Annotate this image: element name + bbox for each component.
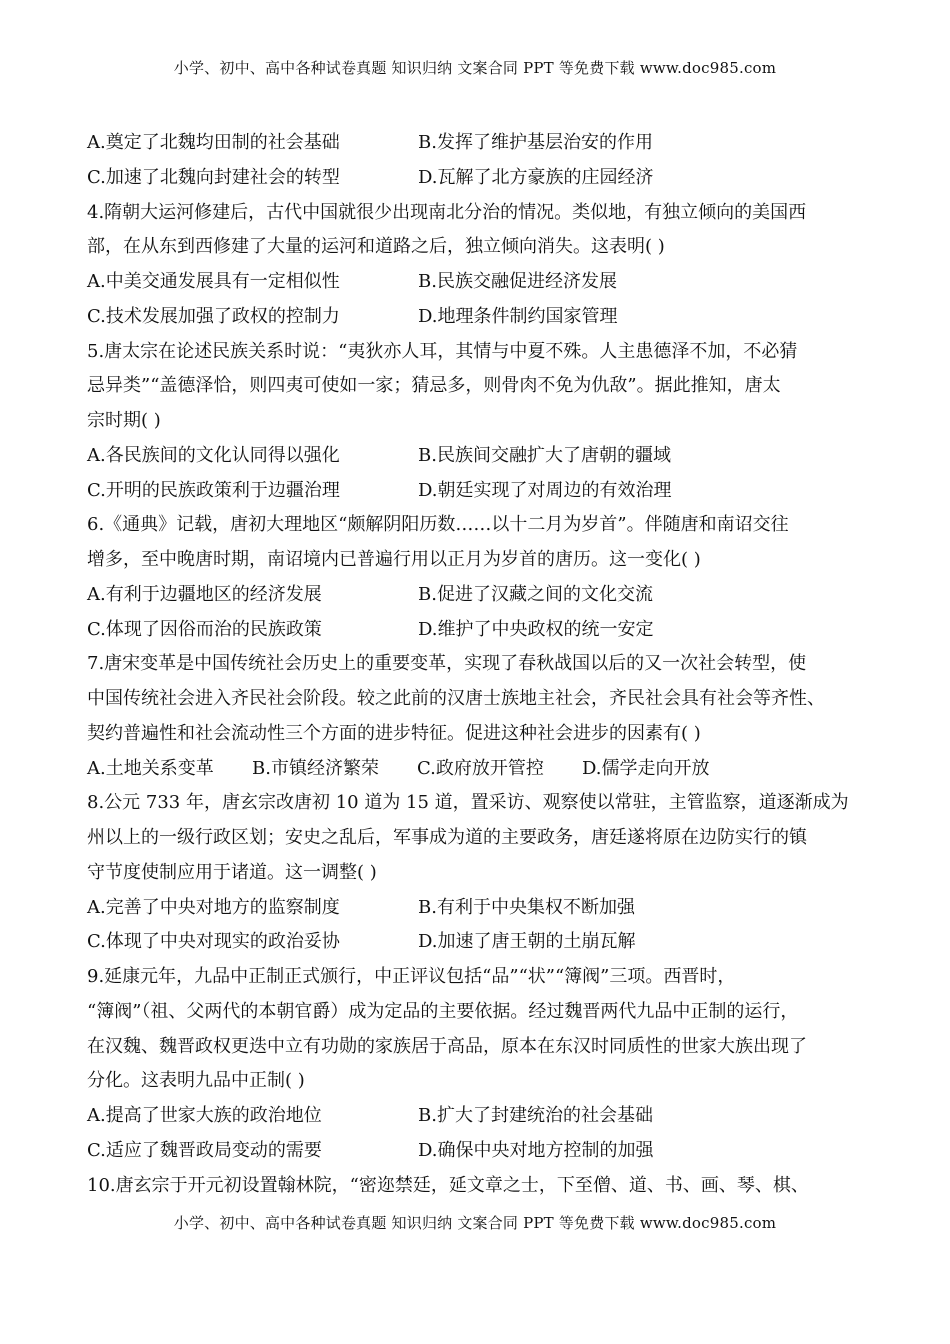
- q3-options-row-2: [87, 161, 867, 196]
- q8-option-d: D.加速了唐王朝的土崩瓦解: [418, 931, 636, 953]
- q9-options-row-2: [87, 1134, 867, 1169]
- q8-options-row-2: [87, 925, 867, 960]
- q3-option-c: C.加速了北魏向封建社会的转型: [87, 166, 340, 188]
- q9-option-b: B.扩大了封建统治的社会基础: [418, 1105, 653, 1126]
- q8-option-a: A.完善了中央对地方的监察制度: [87, 896, 340, 918]
- q9-stem-line-2: “簿阀”（祖、父两代的本朝官爵）成为定品的主要依据。经过魏晋两代九品中正制的运行，: [87, 1000, 799, 1022]
- q7-option-d: D.儒学走向开放: [582, 757, 710, 779]
- q6-option-a: A.有利于边疆地区的经济发展: [87, 583, 322, 605]
- q7-option-c: C.政府放开管控: [417, 757, 544, 779]
- q4-option-d: D.地理条件制约国家管理: [418, 305, 618, 327]
- q4-option-c: C.技术发展加强了政权的控制力: [87, 305, 340, 327]
- q9-option-d: D.确保中央对地方控制的加强: [418, 1139, 654, 1161]
- q8-option-c: C.体现了中央对现实的政治妥协: [87, 931, 340, 953]
- q3-option-b: B.发挥了维护基层治安的作用: [418, 132, 653, 153]
- q7-option-a: A.土地关系变革: [87, 757, 214, 779]
- q5-stem-line-3: 宗时期( ): [87, 410, 161, 431]
- q5-stem-line-2: 忌异类”“盖德泽恰，则四夷可使如一家；猜忌多，则骨肉不免为仇敌”。据此推知，唐太: [87, 375, 781, 397]
- q6-stem-line-1: 6.《通典》记载，唐初大理地区“颇解阴阳历数……以十二月为岁首”。伴随唐和南诏交往: [87, 514, 789, 536]
- q6-options-row-1: [87, 578, 867, 613]
- q8-stem-line-2: 州以上的一级行政区划；安史之乱后，军事成为道的主要政务，唐廷遂将原在边防实行的镇: [87, 827, 807, 848]
- page-header: 小学、初中、高中各种试卷真题 知识归纳 文案合同 PPT 等免费下载 www.doc985.com: [173, 59, 777, 77]
- q6-option-b: B.促进了汉藏之间的文化交流: [418, 583, 653, 605]
- q4-options-row-2: [87, 300, 867, 335]
- q9-option-c: C.适应了魏晋政局变动的需要: [87, 1139, 322, 1161]
- exam-content: [87, 126, 867, 1203]
- q4-options-row-1: [87, 265, 867, 300]
- q7-stem-line-1: 7.唐宋变革是中国传统社会历史上的重要变革，实现了春秋战国以后的又一次社会转型，使: [87, 653, 807, 675]
- q5-options-row-2: [87, 474, 867, 509]
- q9-option-a: A.提高了世家大族的政治地位: [87, 1105, 322, 1126]
- q4-option-a: A.中美交通发展具有一定相似性: [87, 271, 340, 292]
- q4-stem-line-2: 部，在从东到西修建了大量的运河和道路之后，独立倾向消失。这表明( ): [87, 236, 665, 258]
- q6-option-c: C.体现了因俗而治的民族政策: [87, 618, 322, 640]
- q5-option-b: B.民族间交融扩大了唐朝的疆域: [418, 444, 671, 466]
- q5-option-d: D.朝廷实现了对周边的有效治理: [418, 479, 672, 501]
- q7-option-b: B.市镇经济繁荣: [252, 757, 379, 779]
- q9-options-row-1: [87, 1099, 867, 1134]
- page-footer: 小学、初中、高中各种试卷真题 知识归纳 文案合同 PPT 等免费下载 www.doc985.com: [173, 1214, 777, 1232]
- q7-stem-line-2: 中国传统社会进入齐民社会阶段。较之此前的汉唐士族地主社会，齐民社会具有社会等齐性、: [87, 688, 825, 709]
- q4-stem-line-1: 4.隋朝大运河修建后，古代中国就很少出现南北分治的情况。类似地，有独立倾向的美国西: [87, 201, 807, 223]
- q6-option-d: D.维护了中央政权的统一安定: [418, 618, 654, 640]
- q7-options-row: [87, 752, 867, 787]
- q8-options-row-1: [87, 891, 867, 926]
- q8-stem-line-3: 守节度使制应用于诸道。这一调整( ): [87, 861, 377, 883]
- q9-stem-line-1: 9.延康元年，九品中正制正式颁行，中正评议包括“品”“状”“簿阀”三项。西晋时，: [87, 966, 736, 987]
- q3-option-a: A.奠定了北魏均田制的社会基础: [87, 132, 340, 153]
- q5-option-a: A.各民族间的文化认同得以强化: [87, 444, 340, 466]
- q5-stem-line-1: 5.唐太宗在论述民族关系时说：“夷狄亦人耳，其情与中夏不殊。人主患德泽不加，不必猜: [87, 340, 798, 362]
- q10-stem-line-1: 10.唐玄宗于开元初设置翰林院，“密迩禁廷，延文章之士，下至僧、道、书、画、琴、棋、: [87, 1174, 809, 1196]
- q8-stem-line-1: 8.公元 733 年，唐玄宗改唐初 10 道为 15 道，置采访、观察使以常驻，主管监察，道逐渐成为: [87, 792, 849, 814]
- q5-options-row-1: [87, 439, 867, 474]
- q9-stem-line-3: 在汉魏、魏晋政权更迭中立有功勋的家族居于高品，原本在东汉时同质性的世家大族出现了: [87, 1035, 807, 1057]
- q3-option-d: D.瓦解了北方豪族的庄园经济: [418, 166, 654, 188]
- q9-stem-line-4: 分化。这表明九品中正制( ): [87, 1070, 305, 1092]
- q6-stem-line-2: 增多，至中晚唐时期，南诏境内已普遍行用以正月为岁首的唐历。这一变化( ): [87, 549, 701, 570]
- q7-stem-line-3: 契约普遍性和社会流动性三个方面的进步特征。促进这种社会进步的因素有( ): [87, 722, 701, 744]
- q4-option-b: B.民族交融促进经济发展: [418, 271, 617, 292]
- q3-options-row-1: [87, 126, 867, 161]
- q5-option-c: C.开明的民族政策利于边疆治理: [87, 479, 340, 501]
- q6-options-row-2: [87, 613, 867, 648]
- q8-option-b: B.有利于中央集权不断加强: [418, 896, 635, 918]
